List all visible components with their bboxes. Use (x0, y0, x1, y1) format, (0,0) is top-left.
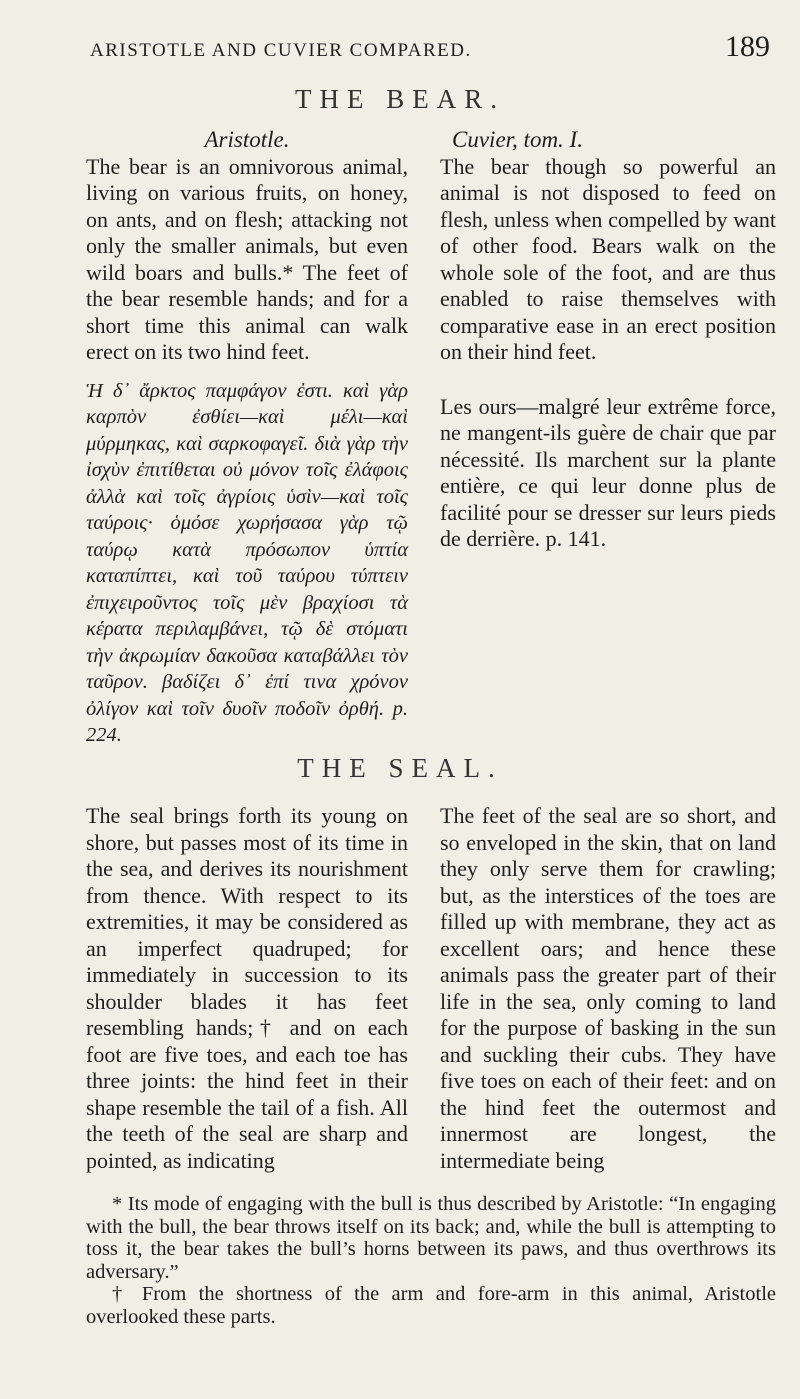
page-number: 189 (725, 30, 770, 63)
english-paragraph: The bear is an omnivorous animal, living on various fruits, on honey, on ants, and on flesh; attacking not only the smaller animals, but even wild boars and bulls.* The feet of the bear resemble hands; and for a short time this animal can walk erect on its two hind feet. (86, 153, 408, 364)
section-title-seal: THE SEAL. (297, 753, 503, 783)
seal-aristotle-column (86, 803, 408, 1174)
column-heading: Aristotle. (204, 127, 290, 152)
english-paragraph: The seal brings forth its young on shore, but passes most of its time in the sea, and derives its nourishment from thence. With respect to its extremities, it may be considered as an imperfect quadruped; for immediately in succession to its shoulder blades it has feet resembling hands;† and on each foot are five toes, and each toe has three joints: the hind feet in their shape resemble the tail of a fish. All the teeth of the seal are sharp and pointed, as indicating (86, 803, 408, 1173)
english-paragraph: The bear though so powerful an animal is not disposed to feed on flesh, unless when compelled by want of other food. Bears walk on the whole sole of the foot, and are thus enabled to raise themselves with comparative ease in an erect position on their hind feet. (440, 153, 776, 364)
column-heading: Cuvier, tom. I. (452, 127, 583, 152)
bear-cuvier-column (440, 127, 776, 553)
french-quotation: Les ours—malgré leur extrême force, ne mangent-ils guère de chair que par nécessité. Ils marchent sur la plante entière, ce qui leur donne plus de facilité pour se dresser sur leurs pieds de derrière. p. 141. (440, 393, 776, 551)
english-paragraph: The feet of the seal are so short, and so enveloped in the skin, that on land they only serve them for crawling; but, as the interstices of the toes are filled up with membrane, they act as excellent oars; and hence these animals pass the greater part of their life in the sea, only coming to land for the purpose of basking in the sun and suckling their cubs. They have five toes on each of their feet: and on the hind feet the outermost and innermost are longest, the intermediate being (440, 803, 776, 1173)
greek-quotation: Ἡ δ᾽ ἄρκτος παμφάγον ἐστι. καὶ γὰρ καρπὸν ἐσθίει—καὶ μέλι—καὶ μύρμηκας, καὶ σαρκοφαγεῖ. διὰ γὰρ τὴν ἰσχὺν ἐπιτίθεται οὐ μόνον τοῖς ἐλάφοις ἀλλὰ καὶ τοῖς ἀγρίοις ὑσὶν—καὶ τοῖς ταύροις· ὁμόσε χωρήσασα γὰρ τῷ ταύρῳ κατὰ πρόσωπον ὑπτία καταπίπτει, καὶ τοῦ ταύρου τύπτειν ἐπιχειροῦντος τοῖς μὲν βραχίοσι τὰ κέρατα περιλαμβάνει, τῷ δὲ στόματι τὴν ἀκρωμίαν δακοῦσα καταβάλλει τὸν ταῦρον. βαδίζει δ᾽ ἐπί τινα χρόνον ὀλίγον καὶ τοῖν δυοῖν ποδοῖν ὀρθή. p. 224. (86, 379, 408, 746)
seal-cuvier-column (440, 803, 776, 1174)
footnotes (86, 1193, 776, 1328)
footnote: † From the shortness of the arm and fore-arm in this animal, Aristotle overlooked these parts. (86, 1283, 776, 1328)
bear-aristotle-column (86, 127, 408, 749)
running-title: ARISTOTLE AND CUVIER COMPARED. (90, 40, 472, 61)
section-title-bear: THE BEAR. (295, 84, 505, 114)
running-head (90, 30, 770, 64)
footnote: * Its mode of engaging with the bull is thus described by Aristotle: “In engaging with the bull, the bear throws itself on its back; and, while the bull is attempting to toss it, the bear takes the bull’s horns between its paws, and thus overthrows its adversary.” (86, 1193, 776, 1283)
